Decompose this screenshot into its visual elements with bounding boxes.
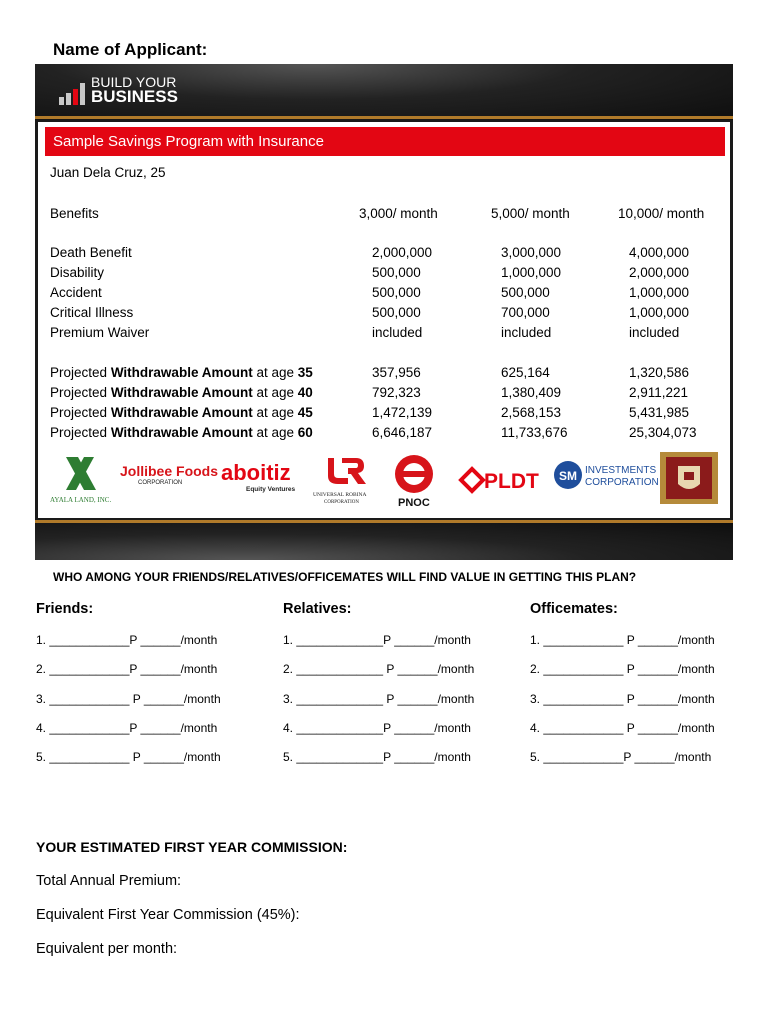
benefit-value: 1,000,000 — [629, 305, 690, 320]
projection-value: 625,164 — [501, 365, 550, 380]
benefit-label: Disability — [50, 265, 105, 280]
first-year-commission-label: Equivalent First Year Commission (45%): — [36, 907, 300, 923]
pldt-text: PLDT — [484, 470, 539, 493]
pnoc-logo — [395, 455, 433, 509]
projection-value: 6,646,187 — [372, 425, 433, 440]
header-plan-5000: 5,000/ month — [491, 206, 570, 221]
relatives-entry-line[interactable]: 3. _____________ P ______/month — [283, 691, 475, 706]
officemates-entry-line[interactable]: 5. ____________P ______/month — [530, 750, 712, 765]
projection-value: 5,431,985 — [629, 405, 690, 420]
projection-pre: Projected — [50, 405, 108, 420]
jollibee-logo — [120, 463, 218, 486]
projection-pre: Projected — [50, 385, 108, 400]
logo-line-1: BUILD YOUR — [91, 74, 177, 90]
benefit-label: Premium Waiver — [50, 325, 150, 340]
projection-bold: Withdrawable Amount — [110, 405, 253, 420]
savings-program-banner — [35, 64, 733, 560]
pldt-logo — [461, 469, 539, 493]
projection-pre: Projected — [50, 425, 108, 440]
sm-badge: SM — [559, 469, 577, 483]
projection-age: 40 — [297, 385, 313, 400]
header-plan-3000: 3,000/ month — [359, 206, 438, 221]
benefit-value: included — [501, 325, 552, 340]
aboitiz-logo — [221, 460, 296, 493]
projection-label — [50, 425, 313, 440]
banner-bottom-band — [35, 523, 733, 560]
friends-header: Friends: — [36, 601, 94, 617]
friends-entry-line[interactable]: 1. ____________P ______/month — [36, 633, 218, 647]
benefit-value: 1,000,000 — [501, 265, 562, 280]
benefit-value: 3,000,000 — [501, 245, 562, 260]
benefit-value: included — [372, 325, 423, 340]
urc-logo — [313, 458, 366, 505]
projection-post: at age — [256, 385, 295, 400]
benefit-value: 4,000,000 — [629, 245, 690, 260]
benefit-value: 500,000 — [372, 265, 421, 280]
total-annual-premium-label: Total Annual Premium: — [36, 873, 182, 889]
partner-logos — [38, 452, 730, 512]
sm-sub: CORPORATION — [585, 477, 659, 488]
ayala-text: AYALA LAND, INC. — [50, 496, 112, 504]
benefits-panel — [38, 122, 730, 518]
relatives-entry-line[interactable]: 1. _____________P ______/month — [283, 633, 471, 647]
jollibee-sub: CORPORATION — [138, 480, 183, 486]
header-benefits: Benefits — [50, 206, 99, 221]
officemates-entry-line[interactable]: 3. ____________ P ______/month — [530, 691, 715, 706]
commission-heading: YOUR ESTIMATED FIRST YEAR COMMISSION: — [36, 839, 348, 855]
projection-bold: Withdrawable Amount — [110, 425, 253, 440]
client-name: Juan Dela Cruz, 25 — [50, 165, 166, 180]
friends-entry-line[interactable]: 5. ____________ P ______/month — [36, 750, 221, 765]
benefit-label: Critical Illness — [50, 305, 134, 320]
urc-sub: CORPORATION — [324, 500, 360, 505]
benefit-value: 2,000,000 — [629, 265, 690, 280]
projection-post: at age — [256, 365, 295, 380]
benefit-label: Accident — [50, 285, 102, 300]
program-title: Sample Savings Program with Insurance — [45, 127, 725, 156]
officemates-entry-line[interactable]: 2. ____________ P ______/month — [530, 662, 715, 677]
projection-post: at age — [256, 405, 295, 420]
projection-value: 2,911,221 — [629, 385, 689, 400]
projection-value: 11,733,676 — [501, 425, 568, 440]
friends-entry-line[interactable]: 3. ____________ P ______/month — [36, 691, 221, 706]
projection-value: 2,568,153 — [501, 405, 562, 420]
projection-value: 25,304,073 — [629, 425, 697, 440]
projection-bold: Withdrawable Amount — [110, 365, 253, 380]
ayala-land-logo — [50, 457, 111, 504]
relatives-header: Relatives: — [283, 601, 352, 617]
projection-age: 45 — [297, 405, 313, 420]
benefit-value: 500,000 — [372, 285, 421, 300]
bar-chart-icon — [59, 83, 87, 105]
projection-bold: Withdrawable Amount — [110, 385, 253, 400]
officemates-entry-line[interactable]: 1. ____________ P ______/month — [530, 633, 715, 647]
banner-divider-top — [35, 116, 733, 119]
projection-value: 792,323 — [372, 385, 421, 400]
urc-text: UNIVERSAL ROBINA — [313, 492, 367, 498]
projection-post: at age — [256, 425, 295, 440]
sm-investments-logo — [554, 461, 659, 489]
per-month-label: Equivalent per month: — [36, 941, 178, 957]
projection-value: 1,380,409 — [501, 385, 562, 400]
jollibee-text: Jollibee Foods — [120, 463, 219, 479]
relatives-entry-line[interactable]: 2. _____________ P ______/month — [283, 662, 475, 677]
projection-value: 1,320,586 — [629, 365, 690, 380]
friends-entry-line[interactable]: 2. ____________P ______/month — [36, 662, 218, 677]
benefit-value: 500,000 — [501, 285, 550, 300]
projection-value: 1,472,139 — [372, 405, 433, 420]
relatives-entry-line[interactable]: 4. _____________P ______/month — [283, 720, 471, 735]
benefit-value: 500,000 — [372, 305, 421, 320]
logo-line-2: BUSINESS — [91, 87, 178, 107]
officemates-header: Officemates: — [530, 601, 618, 617]
projection-value: 357,956 — [372, 365, 421, 380]
relatives-entry-line[interactable]: 5. _____________P ______/month — [283, 750, 471, 765]
aboitiz-text: aboitiz — [221, 460, 291, 485]
officemates-entry-line[interactable]: 4. ____________ P ______/month — [530, 720, 715, 735]
projection-pre: Projected — [50, 365, 108, 380]
crest-logo — [660, 452, 718, 504]
benefit-value: 2,000,000 — [372, 245, 433, 260]
benefit-label: Death Benefit — [50, 245, 132, 260]
referral-question: WHO AMONG YOUR FRIENDS/RELATIVES/OFFICEMATES WILL FIND VALUE IN GETTING THIS PLAN? — [53, 570, 637, 584]
projection-label — [50, 385, 313, 400]
projection-age: 35 — [297, 365, 313, 380]
benefit-value: 700,000 — [501, 305, 550, 320]
projection-age: 60 — [297, 425, 313, 440]
projection-label — [50, 405, 313, 420]
benefit-value: included — [629, 325, 680, 340]
friends-entry-line[interactable]: 4. ____________P ______/month — [36, 720, 218, 735]
build-your-business-logo — [59, 76, 178, 105]
aboitiz-sub: Equity Ventures — [246, 486, 296, 493]
pnoc-text: PNOC — [398, 497, 430, 509]
header-plan-10000: 10,000/ month — [618, 206, 705, 221]
benefit-value: 1,000,000 — [629, 285, 690, 300]
sm-text: INVESTMENTS — [585, 465, 657, 476]
name-of-applicant-label: Name of Applicant: — [53, 40, 208, 59]
projection-label — [50, 365, 313, 380]
